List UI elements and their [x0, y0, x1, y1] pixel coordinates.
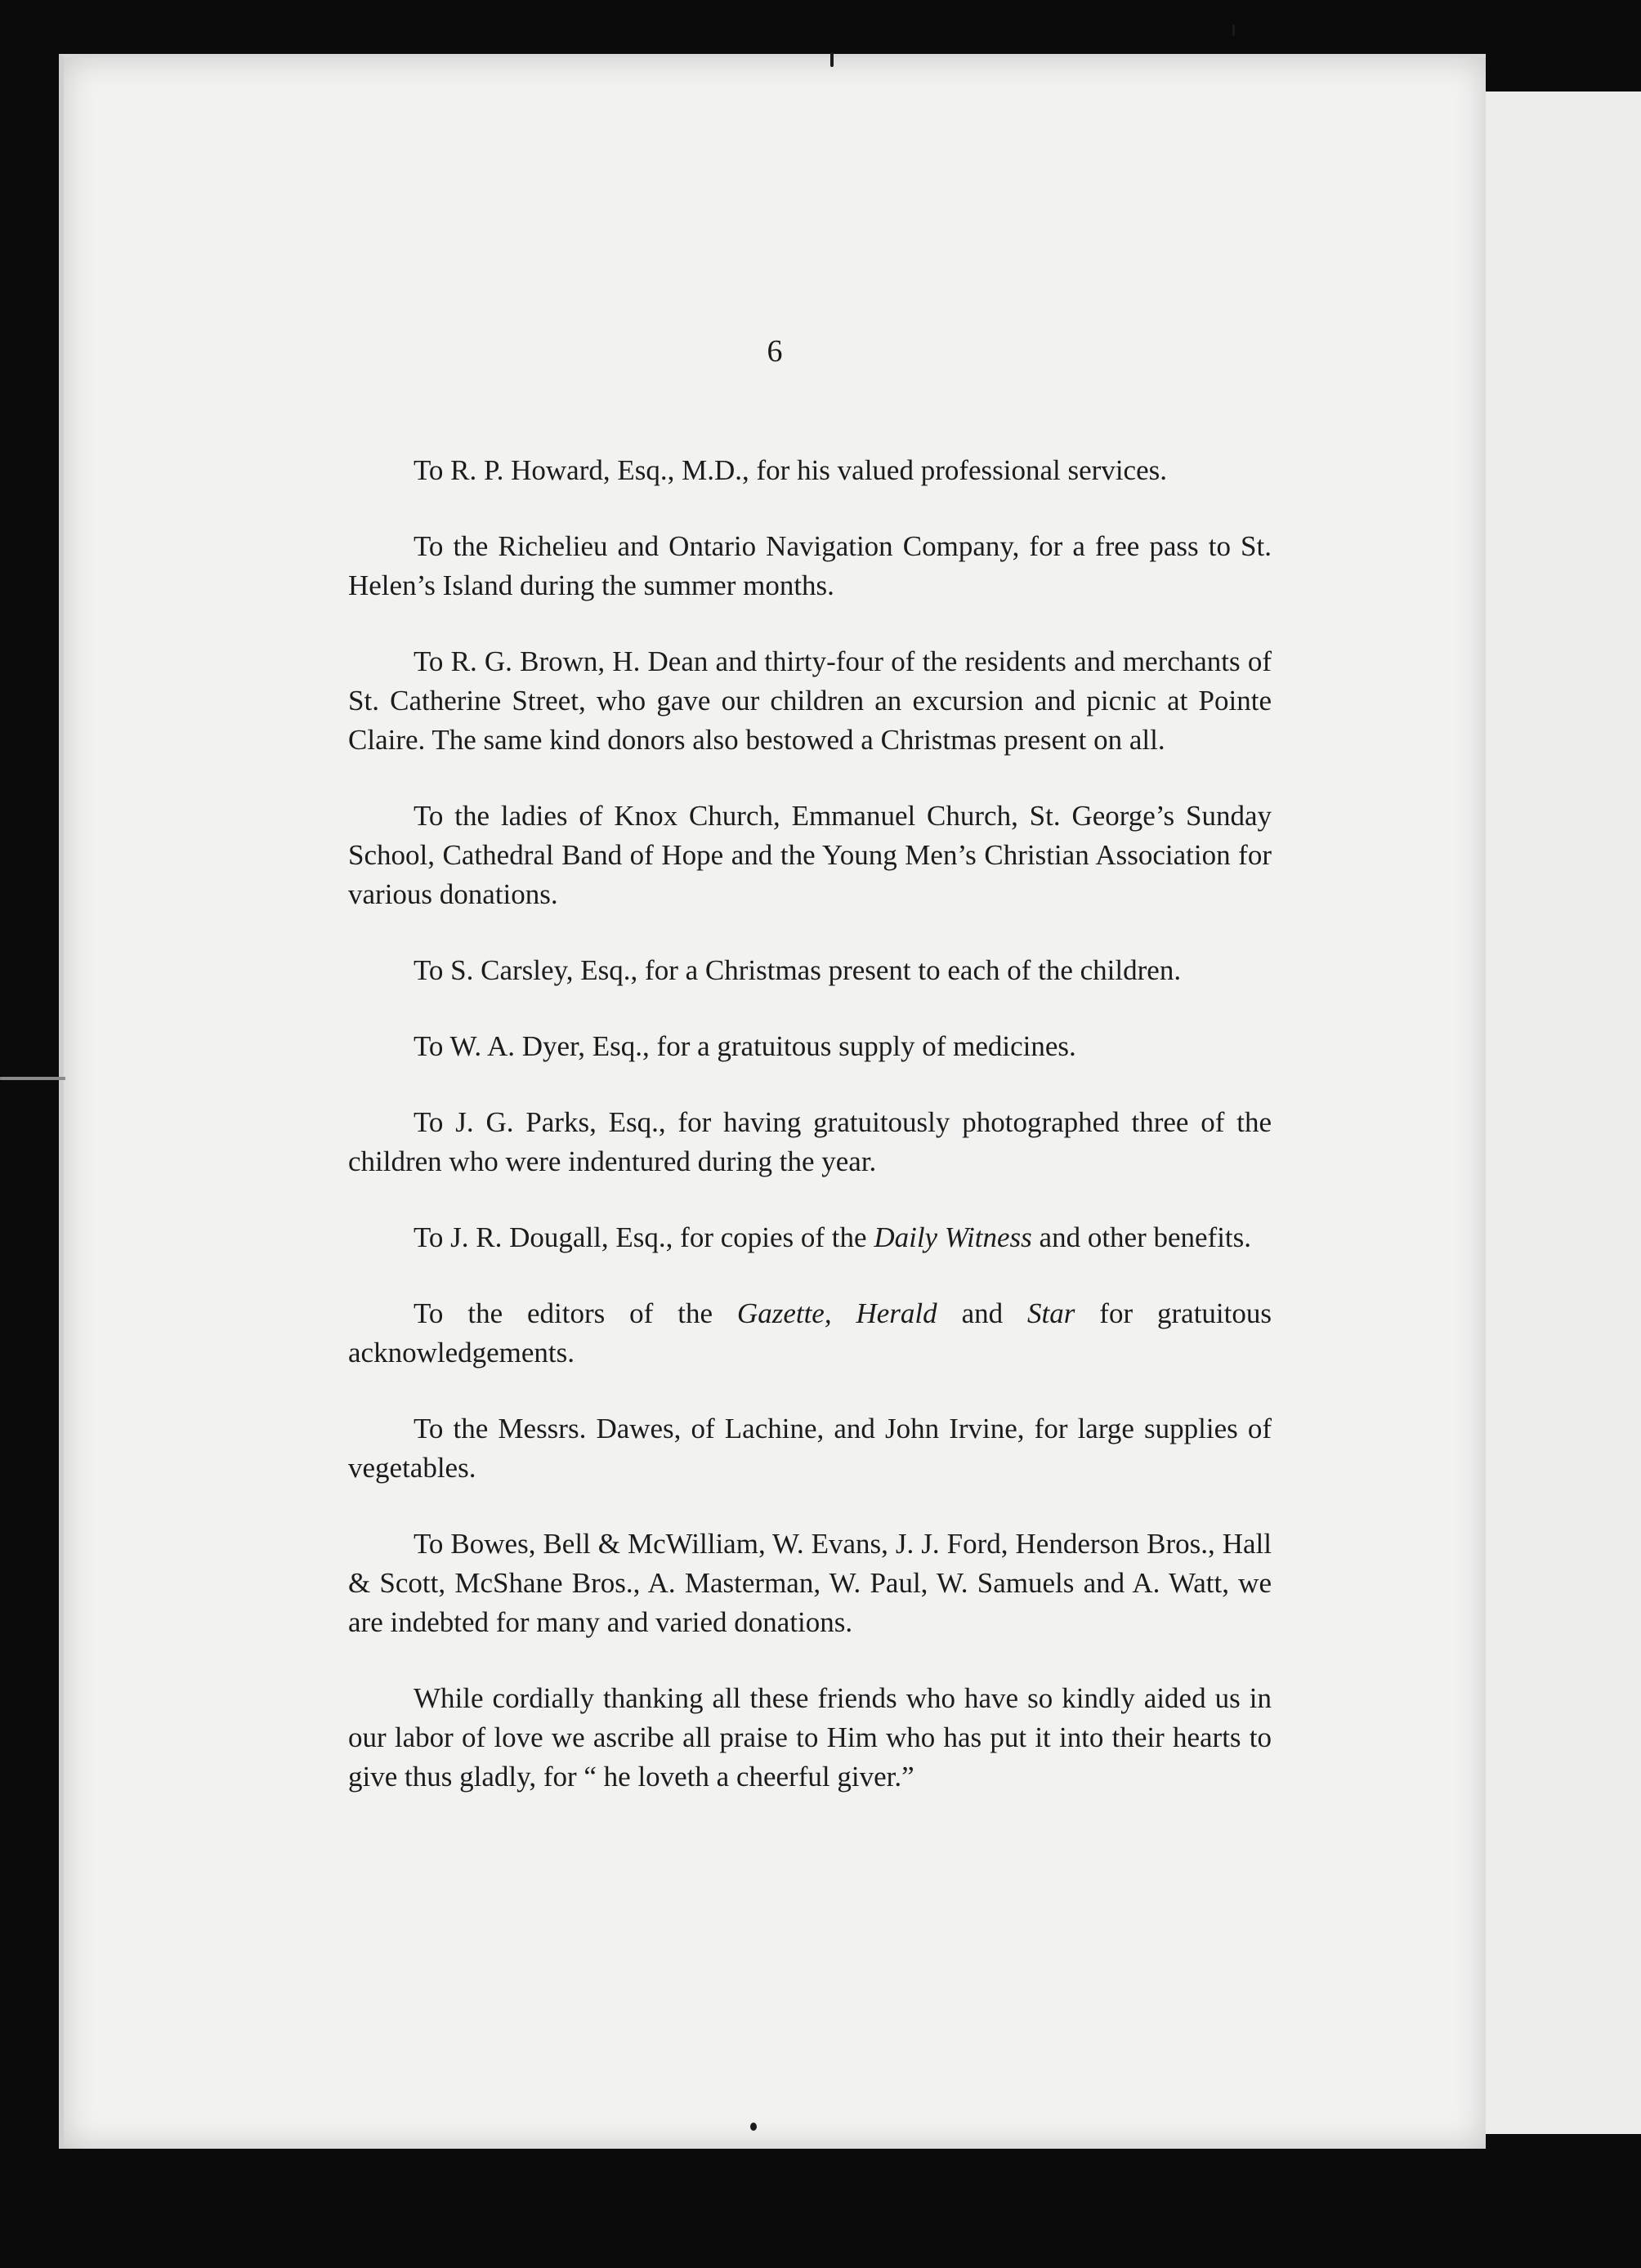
acknowledgement-paragraph [348, 527, 1272, 605]
paragraph-text: To Bowes, Bell & McWilliam, W. Evans, J. J. Ford, Henderson Bros., Hall & Scott, McShane Bros., A. Masterman, W. Paul, W. Samuels and A. Watt, we are indebted for many and varied donations. [348, 1528, 1272, 1638]
ink-speck [750, 2123, 757, 2131]
acknowledgement-paragraph [348, 1218, 1272, 1257]
paragraph-text: for gratuitous acknowledgements. [348, 1297, 1272, 1368]
paragraph-text: and other benefits. [1031, 1221, 1252, 1253]
acknowledgement-paragraph [348, 1027, 1272, 1066]
acknowledgement-paragraph [348, 951, 1272, 990]
paragraph-text: To S. Carsley, Esq., for a Christmas present to each of the children. [414, 954, 1182, 986]
scan-scratch [0, 1077, 65, 1080]
paragraph-text: To the Messrs. Dawes, of Lachine, and John Irvine, for large supplies of vegetables. [348, 1413, 1272, 1484]
paragraph-text: To W. A. Dyer, Esq., for a gratuitous supply of medicines. [414, 1030, 1076, 1062]
paragraph-text: While cordially thanking all these friends who have so kindly aided us in our labor of love we ascribe all praise to Him who has put it into their hearts to give thus gladly, for “ he loveth a cheerful giver.” [348, 1682, 1272, 1793]
paragraph-text: To R. P. Howard, Esq., M.D., for his valued professional services. [414, 454, 1167, 486]
paragraph-text: To J. G. Parks, Esq., for having gratuitously photographed three of the children who were indentured during the year. [348, 1106, 1272, 1177]
adjacent-page [1481, 92, 1641, 2134]
acknowledgement-paragraph [348, 1409, 1272, 1488]
paragraph-text: and [937, 1297, 1028, 1329]
acknowledgement-paragraph [348, 797, 1272, 914]
document-page [59, 54, 1486, 2149]
page-number: 6 [767, 334, 783, 368]
acknowledgement-paragraph [348, 1679, 1272, 1797]
acknowledgement-paragraph [348, 451, 1272, 490]
scan-scratch [830, 52, 834, 67]
page-body [348, 451, 1272, 1797]
italic-title: Daily Witness [874, 1221, 1032, 1253]
paragraph-text: To the Richelieu and Ontario Navigation Company, for a free pass to St. Helen’s Island during the summer months. [348, 530, 1272, 601]
paragraph-text: To J. R. Dougall, Esq., for copies of the [414, 1221, 874, 1253]
acknowledgement-paragraph [348, 1525, 1272, 1642]
italic-title: Gazette, Herald [736, 1297, 937, 1329]
italic-title: Star [1027, 1297, 1075, 1329]
acknowledgement-paragraph [348, 1294, 1272, 1373]
paragraph-text: To the ladies of Knox Church, Emmanuel Church, St. George’s Sunday School, Cathedral Band of Hope and the Young Men’s Christian Association for various donations. [348, 800, 1272, 910]
paragraph-text: To the editors of the [414, 1297, 737, 1329]
paragraph-text: To R. G. Brown, H. Dean and thirty-four of the residents and merchants of St. Catherine Street, who gave our children an excursion and picnic at Pointe Claire. The same kind donors also bestowed a Christmas present on all. [348, 645, 1272, 756]
scan-scratch [1232, 25, 1235, 36]
acknowledgement-paragraph [348, 1103, 1272, 1181]
acknowledgement-paragraph [348, 642, 1272, 760]
